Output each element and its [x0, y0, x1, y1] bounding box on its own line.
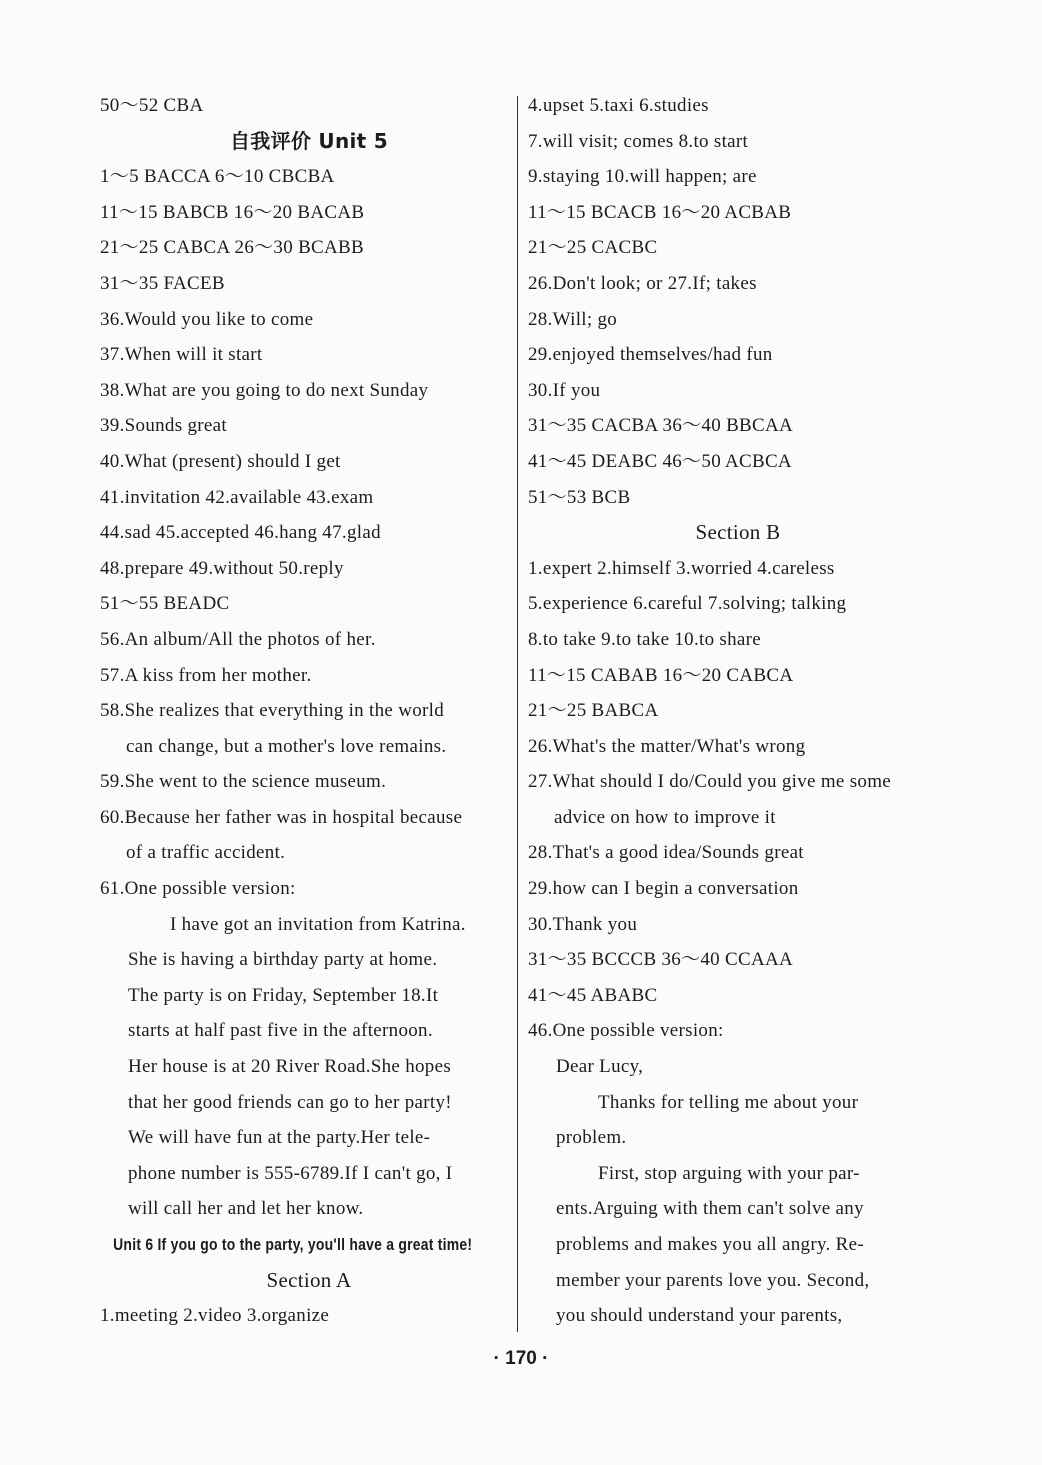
answer-line: 4.upset 5.taxi 6.studies	[528, 95, 709, 116]
answer-line: 1.meeting 2.video 3.organize	[100, 1305, 330, 1327]
answer-line: 21～25 BABCA	[528, 700, 659, 722]
answer-line: 48.prepare 49.without 50.reply	[100, 557, 344, 579]
answer-line: 21～25 CACBC	[528, 237, 658, 259]
answer-line: ents.Arguing with them can't solve any	[556, 1198, 864, 1220]
answer-line: 自我评价 Unit 5	[229, 128, 389, 153]
right-column	[528, 88, 948, 1334]
answer-line: I have got an invitation from Katrina.	[170, 913, 466, 935]
answer-line: that her good friends can go to her party!	[128, 1091, 452, 1113]
answer-line: 29.enjoyed themselves/had fun	[528, 344, 773, 366]
answer-line: 26.Don't look; or 27.If; takes	[528, 272, 757, 294]
answer-line: member your parents love you. Second,	[556, 1269, 870, 1291]
answer-line: Unit 6 If you go to the party, you'll have a great time!	[113, 1235, 473, 1254]
answer-line: problems and makes you all angry. Re-	[556, 1234, 864, 1255]
answer-line: 39.Sounds great	[100, 415, 227, 437]
answer-line: 41～45 ABABC	[528, 984, 658, 1006]
answer-line: 36.Would you like to come	[100, 308, 314, 330]
answer-line: will call her and let her know.	[128, 1198, 364, 1220]
answer-line: 46.One possible version:	[528, 1020, 724, 1042]
answer-line: 5.experience 6.careful 7.solving; talking	[528, 593, 847, 615]
answer-line: 31～35 BCCCB 36～40 CCAAA	[528, 949, 794, 971]
answer-line: 57.A kiss from her mother.	[100, 664, 312, 686]
answer-line: of a traffic accident.	[126, 842, 286, 864]
answer-line: advice on how to improve it	[554, 806, 776, 828]
answer-line: 61.One possible version:	[100, 878, 296, 900]
answer-line: 26.What's the matter/What's wrong	[528, 735, 806, 757]
answer-line: First, stop arguing with your par-	[598, 1162, 860, 1184]
answer-line: 50～52 CBA	[100, 95, 204, 116]
answer-line: starts at half past five in the afternoon.	[128, 1020, 433, 1042]
answer-line: phone number is 555-6789.If I can't go, I	[128, 1162, 453, 1184]
answer-line: 11～15 BABCB 16～20 BACAB	[100, 201, 365, 223]
answer-line: Her house is at 20 River Road.She hopes	[128, 1056, 452, 1078]
answer-line: 27.What should I do/Could you give me some	[528, 771, 892, 793]
answer-line: 51～53 BCB	[528, 486, 631, 508]
answer-line: 1.expert 2.himself 3.worried 4.careless	[528, 557, 835, 579]
answer-line: 8.to take 9.to take 10.to share	[528, 628, 762, 650]
left-column	[100, 88, 518, 1334]
answer-line: 11～15 BCACB 16～20 ACBAB	[528, 201, 792, 223]
answer-line: 30.Thank you	[528, 913, 638, 935]
answer-line: 41.invitation 42.available 43.exam	[100, 486, 374, 508]
answer-line: 30.If you	[528, 379, 601, 401]
answer-line: 41～45 DEABC 46～50 ACBCA	[528, 450, 792, 472]
answer-line: 7.will visit; comes 8.to start	[528, 130, 749, 152]
answer-line: problem.	[556, 1127, 627, 1149]
answer-line: 37.When will it start	[100, 344, 263, 366]
answer-line: 58.She realizes that everything in the world	[100, 700, 445, 722]
answer-line: The party is on Friday, September 18.It	[128, 984, 439, 1006]
answer-line: Section A	[266, 1267, 352, 1292]
answer-line: 28.That's a good idea/Sounds great	[528, 842, 804, 864]
answer-line: 60.Because her father was in hospital because	[100, 806, 463, 828]
answer-line: 21～25 CABCA 26～30 BCABB	[100, 237, 364, 259]
answer-line: 56.An album/All the photos of her.	[100, 628, 376, 650]
answer-line: 9.staying 10.will happen; are	[528, 166, 757, 188]
answer-line: Dear Lucy,	[556, 1056, 644, 1078]
answer-line: 11～15 CABAB 16～20 CABCA	[528, 664, 794, 686]
answer-line: Thanks for telling me about your	[598, 1091, 859, 1113]
answer-line: 44.sad 45.accepted 46.hang 47.glad	[100, 522, 381, 544]
answer-line: Section B	[695, 520, 781, 545]
answer-line: 59.She went to the science museum.	[100, 771, 387, 793]
answer-line: 51～55 BEADC	[100, 593, 230, 615]
answer-line: 38.What are you going to do next Sunday	[100, 379, 429, 401]
answer-line: 40.What (present) should I get	[100, 450, 341, 472]
answer-line: 31～35 CACBA 36～40 BBCAA	[528, 415, 794, 437]
column-divider	[517, 96, 518, 1332]
answer-line: can change, but a mother's love remains.	[126, 735, 447, 757]
answer-line: 31～35 FACEB	[100, 272, 225, 294]
answer-line: 29.how can I begin a conversation	[528, 878, 799, 900]
answer-line: She is having a birthday party at home.	[128, 949, 438, 971]
answer-line: you should understand your parents,	[556, 1305, 843, 1327]
answer-line: 28.Will; go	[528, 308, 618, 330]
answer-line: We will have fun at the party.Her tele-	[128, 1127, 431, 1149]
answer-line: 1～5 BACCA 6～10 CBCBA	[100, 166, 335, 188]
page-number: · 170 ·	[493, 1348, 549, 1369]
